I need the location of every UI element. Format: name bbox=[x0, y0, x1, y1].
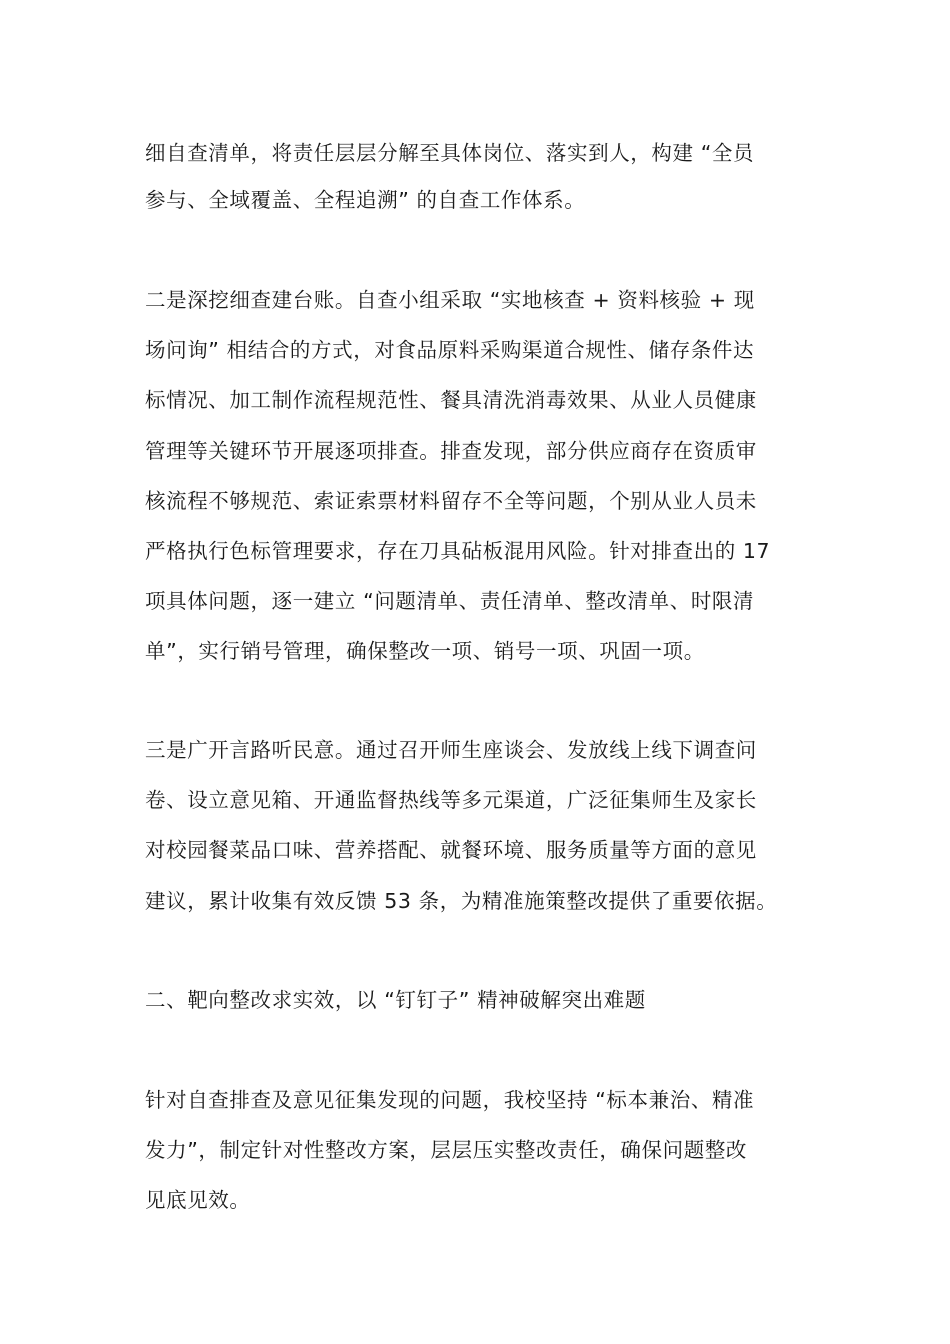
paragraph-heading-line: 三是广开言路听民意。通过召开师生座谈会、发放线上线下调查问 bbox=[145, 738, 757, 762]
text-line: 卷、设立意见箱、开通监督热线等多元渠道，广泛征集师生及家长 bbox=[145, 788, 757, 812]
text-line: 建议，累计收集有效反馈 53 条，为精准施策整改提供了重要依据。 bbox=[145, 889, 778, 913]
section-heading: 二、靶向整改求实效，以 “钉钉子” 精神破解突出难题 bbox=[145, 988, 646, 1012]
text-line: 标情况、加工制作流程规范性、餐具清洗消毒效果、从业人员健康 bbox=[145, 388, 757, 412]
text-line: 单”，实行销号管理，确保整改一项、销号一项、巩固一项。 bbox=[145, 639, 705, 663]
text-line: 对校园餐菜品口味、营养搭配、就餐环境、服务质量等方面的意见 bbox=[145, 838, 757, 862]
text-line: 严格执行色标管理要求，存在刀具砧板混用风险。针对排查出的 17 bbox=[145, 539, 771, 563]
text-line: 场问询” 相结合的方式，对食品原料采购渠道合规性、储存条件达 bbox=[145, 338, 755, 362]
text-line: 针对自查排查及意见征集发现的问题，我校坚持 “标本兼治、精准 bbox=[145, 1088, 755, 1112]
paragraph-heading-line: 二是深挖细查建台账。自查小组采取 “实地核查 + 资料核验 + 现 bbox=[145, 288, 755, 312]
text-line: 管理等关键环节开展逐项排查。排查发现，部分供应商存在资质审 bbox=[145, 439, 757, 463]
text-line: 细自查清单，将责任层层分解至具体岗位、落实到人，构建 “全员 bbox=[145, 141, 755, 165]
text-line: 项具体问题，逐一建立 “问题清单、责任清单、整改清单、时限清 bbox=[145, 589, 755, 613]
text-line: 发力”，制定针对性整改方案，层层压实整改责任，确保问题整改 bbox=[145, 1138, 748, 1162]
text-line: 核流程不够规范、索证索票材料留存不全等问题，个别从业人员未 bbox=[145, 489, 757, 513]
text-line: 参与、全域覆盖、全程追溯” 的自查工作体系。 bbox=[145, 188, 586, 212]
text-line: 见底见效。 bbox=[145, 1188, 251, 1212]
